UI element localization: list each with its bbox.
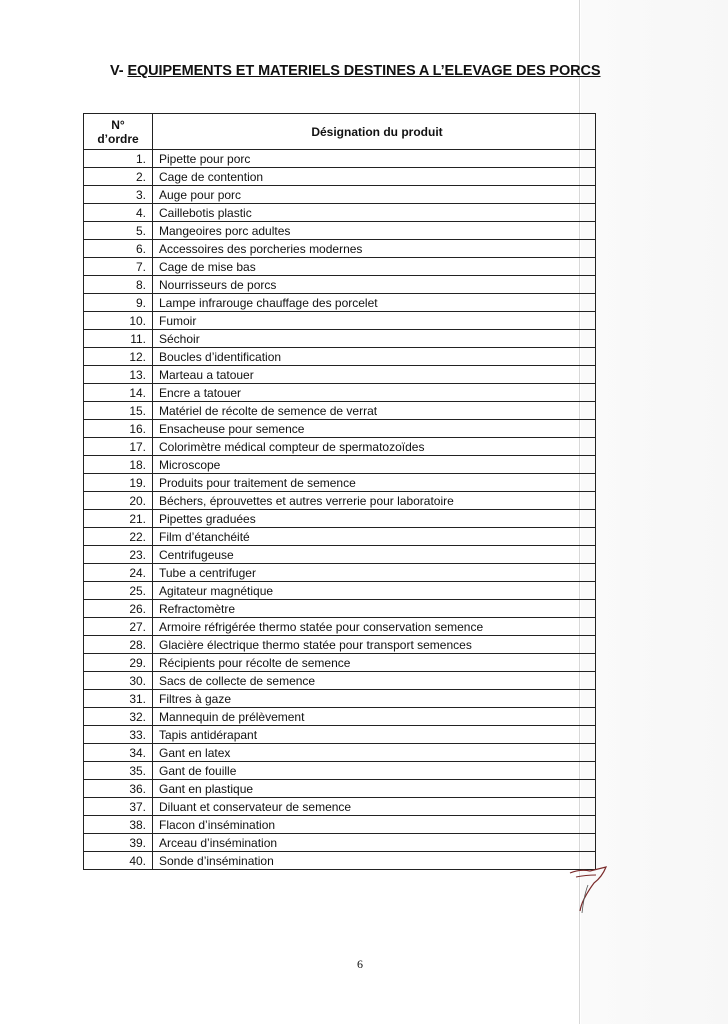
table-row bbox=[84, 186, 596, 204]
table-row bbox=[84, 204, 596, 222]
table-header-row bbox=[84, 114, 596, 150]
table-row bbox=[84, 168, 596, 186]
order-number-cell: 3. bbox=[84, 186, 153, 204]
table-row bbox=[84, 150, 596, 168]
order-number-cell: 8. bbox=[84, 276, 153, 294]
table-row bbox=[84, 366, 596, 384]
table-row bbox=[84, 240, 596, 258]
product-designation-cell: Sacs de collecte de semence bbox=[153, 672, 596, 690]
product-designation-cell: Ensacheuse pour semence bbox=[153, 420, 596, 438]
product-designation-cell: Fumoir bbox=[153, 312, 596, 330]
order-number-cell: 34. bbox=[84, 744, 153, 762]
product-designation-cell: Diluant et conservateur de semence bbox=[153, 798, 596, 816]
product-designation-cell: Agitateur magnétique bbox=[153, 582, 596, 600]
order-number-cell: 40. bbox=[84, 852, 153, 870]
header-order-number bbox=[84, 114, 153, 150]
table-row bbox=[84, 564, 596, 582]
table-body bbox=[84, 150, 596, 870]
order-number-cell: 28. bbox=[84, 636, 153, 654]
table-row bbox=[84, 510, 596, 528]
table-row bbox=[84, 780, 596, 798]
table-row bbox=[84, 294, 596, 312]
product-designation-cell: Sonde d’insémination bbox=[153, 852, 596, 870]
product-designation-cell: Mangeoires porc adultes bbox=[153, 222, 596, 240]
order-number-cell: 9. bbox=[84, 294, 153, 312]
product-designation-cell: Récipients pour récolte de semence bbox=[153, 654, 596, 672]
order-number-cell: 7. bbox=[84, 258, 153, 276]
product-designation-cell: Marteau a tatouer bbox=[153, 366, 596, 384]
product-designation-cell: Flacon d’insémination bbox=[153, 816, 596, 834]
product-designation-cell: Microscope bbox=[153, 456, 596, 474]
table-row bbox=[84, 492, 596, 510]
order-number-cell: 38. bbox=[84, 816, 153, 834]
product-designation-cell: Matériel de récolte de semence de verrat bbox=[153, 402, 596, 420]
product-designation-cell: Filtres à gaze bbox=[153, 690, 596, 708]
product-designation-cell: Armoire réfrigérée thermo statée pour conservation semence bbox=[153, 618, 596, 636]
table-row bbox=[84, 456, 596, 474]
order-number-cell: 18. bbox=[84, 456, 153, 474]
product-designation-cell: Produits pour traitement de semence bbox=[153, 474, 596, 492]
table-row bbox=[84, 834, 596, 852]
order-number-cell: 30. bbox=[84, 672, 153, 690]
order-number-cell: 2. bbox=[84, 168, 153, 186]
product-designation-cell: Accessoires des porcheries modernes bbox=[153, 240, 596, 258]
product-designation-cell: Boucles d’identification bbox=[153, 348, 596, 366]
section-title bbox=[110, 63, 601, 79]
header-order-line1: N° bbox=[111, 117, 125, 132]
product-designation-cell: Gant de fouille bbox=[153, 762, 596, 780]
product-designation-cell: Glacière électrique thermo statée pour transport semences bbox=[153, 636, 596, 654]
order-number-cell: 23. bbox=[84, 546, 153, 564]
products-table bbox=[83, 113, 596, 870]
table-row bbox=[84, 474, 596, 492]
order-number-cell: 4. bbox=[84, 204, 153, 222]
product-designation-cell: Caillebotis plastic bbox=[153, 204, 596, 222]
table-row bbox=[84, 528, 596, 546]
product-designation-cell: Film d’étanchéité bbox=[153, 528, 596, 546]
product-designation-cell: Tapis antidérapant bbox=[153, 726, 596, 744]
table-row bbox=[84, 312, 596, 330]
table-row bbox=[84, 546, 596, 564]
order-number-cell: 36. bbox=[84, 780, 153, 798]
order-number-cell: 16. bbox=[84, 420, 153, 438]
table-row bbox=[84, 582, 596, 600]
order-number-cell: 26. bbox=[84, 600, 153, 618]
table-row bbox=[84, 726, 596, 744]
product-designation-cell: Séchoir bbox=[153, 330, 596, 348]
page-number: 6 bbox=[357, 957, 363, 971]
order-number-cell: 25. bbox=[84, 582, 153, 600]
product-designation-cell: Gant en plastique bbox=[153, 780, 596, 798]
order-number-cell: 37. bbox=[84, 798, 153, 816]
order-number-cell: 10. bbox=[84, 312, 153, 330]
product-designation-cell: Pipettes graduées bbox=[153, 510, 596, 528]
table-row bbox=[84, 852, 596, 870]
table-row bbox=[84, 762, 596, 780]
order-number-cell: 5. bbox=[84, 222, 153, 240]
table-row bbox=[84, 798, 596, 816]
section-title-text: EQUIPEMENTS ET MATERIELS DESTINES A L’ELEVAGE DES PORCS bbox=[127, 63, 601, 79]
table-row bbox=[84, 222, 596, 240]
table-row bbox=[84, 348, 596, 366]
table-row bbox=[84, 654, 596, 672]
order-number-cell: 6. bbox=[84, 240, 153, 258]
order-number-cell: 31. bbox=[84, 690, 153, 708]
product-designation-cell: Nourrisseurs de porcs bbox=[153, 276, 596, 294]
product-designation-cell: Cage de contention bbox=[153, 168, 596, 186]
table-row bbox=[84, 672, 596, 690]
product-designation-cell: Colorimètre médical compteur de spermatozoïdes bbox=[153, 438, 596, 456]
order-number-cell: 11. bbox=[84, 330, 153, 348]
header-designation: Désignation du produit bbox=[153, 114, 596, 150]
table-row bbox=[84, 402, 596, 420]
table-row bbox=[84, 420, 596, 438]
order-number-cell: 27. bbox=[84, 618, 153, 636]
product-designation-cell: Lampe infrarouge chauffage des porcelet bbox=[153, 294, 596, 312]
table-row bbox=[84, 636, 596, 654]
order-number-cell: 20. bbox=[84, 492, 153, 510]
order-number-cell: 29. bbox=[84, 654, 153, 672]
order-number-cell: 12. bbox=[84, 348, 153, 366]
table-row bbox=[84, 258, 596, 276]
product-designation-cell: Béchers, éprouvettes et autres verrerie pour laboratoire bbox=[153, 492, 596, 510]
order-number-cell: 22. bbox=[84, 528, 153, 546]
order-number-cell: 33. bbox=[84, 726, 153, 744]
product-designation-cell: Encre a tatouer bbox=[153, 384, 596, 402]
table-row bbox=[84, 600, 596, 618]
section-title-prefix: V- bbox=[110, 63, 128, 79]
order-number-cell: 14. bbox=[84, 384, 153, 402]
table-row bbox=[84, 618, 596, 636]
product-designation-cell: Arceau d’insémination bbox=[153, 834, 596, 852]
product-designation-cell: Refractomètre bbox=[153, 600, 596, 618]
order-number-cell: 17. bbox=[84, 438, 153, 456]
order-number-cell: 35. bbox=[84, 762, 153, 780]
order-number-cell: 1. bbox=[84, 150, 153, 168]
order-number-cell: 39. bbox=[84, 834, 153, 852]
order-number-cell: 13. bbox=[84, 366, 153, 384]
product-designation-cell: Mannequin de prélèvement bbox=[153, 708, 596, 726]
product-designation-cell: Auge pour porc bbox=[153, 186, 596, 204]
order-number-cell: 19. bbox=[84, 474, 153, 492]
table-row bbox=[84, 708, 596, 726]
table-row bbox=[84, 276, 596, 294]
order-number-cell: 21. bbox=[84, 510, 153, 528]
order-number-cell: 24. bbox=[84, 564, 153, 582]
table-row bbox=[84, 690, 596, 708]
table-row bbox=[84, 438, 596, 456]
product-designation-cell: Pipette pour porc bbox=[153, 150, 596, 168]
order-number-cell: 15. bbox=[84, 402, 153, 420]
product-designation-cell: Cage de mise bas bbox=[153, 258, 596, 276]
handwritten-signature bbox=[566, 855, 616, 915]
table-row bbox=[84, 384, 596, 402]
product-designation-cell: Tube a centrifuger bbox=[153, 564, 596, 582]
product-designation-cell: Centrifugeuse bbox=[153, 546, 596, 564]
table-row bbox=[84, 744, 596, 762]
order-number-cell: 32. bbox=[84, 708, 153, 726]
header-order-line2: d’ordre bbox=[97, 131, 139, 146]
table-row bbox=[84, 330, 596, 348]
table-row bbox=[84, 816, 596, 834]
product-designation-cell: Gant en latex bbox=[153, 744, 596, 762]
